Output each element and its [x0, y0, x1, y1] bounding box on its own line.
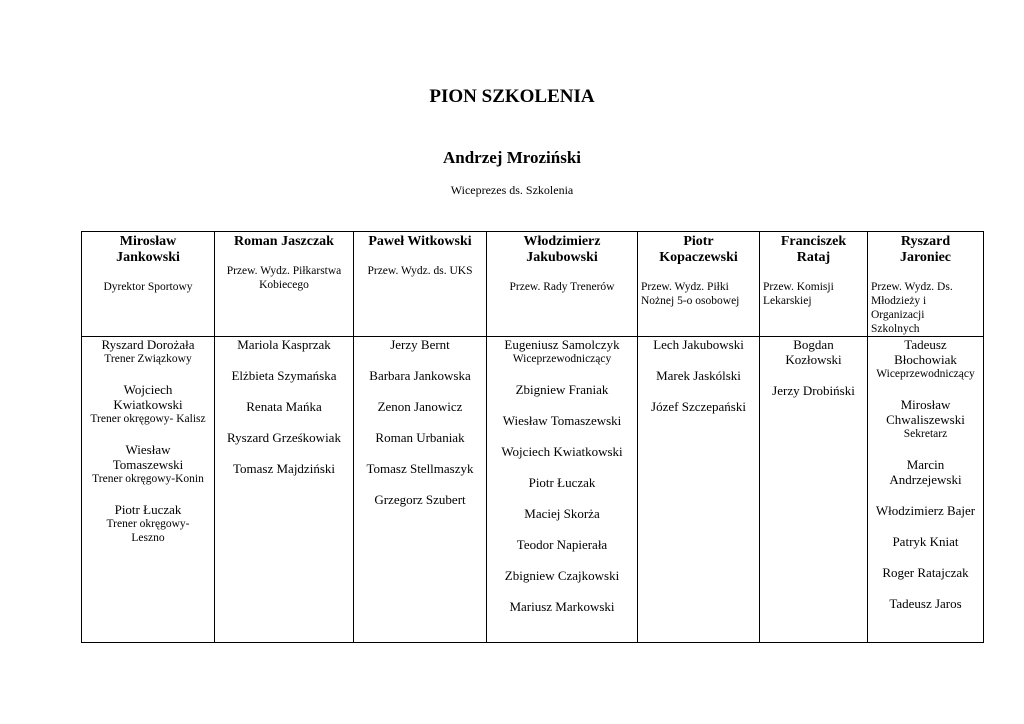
member-item: [487, 382, 637, 397]
members-cell: [638, 337, 760, 643]
member-item: [82, 337, 214, 366]
member-item: [638, 368, 759, 383]
member-name: Tomasz Stellmaszyk: [366, 461, 474, 476]
member-name: Roger Ratajczak: [882, 565, 969, 580]
members-cell: [868, 337, 984, 643]
member-item: [638, 337, 759, 352]
member-item: [760, 337, 867, 367]
member-name: Włodzimierz Bajer: [875, 503, 976, 518]
member-name: Jerzy Drobiński: [772, 383, 855, 398]
header-cell: [354, 232, 487, 337]
member-role: Trener okręgowy-Konin: [92, 473, 204, 485]
member-name: Tomasz Majdziński: [233, 461, 335, 476]
member-item: [638, 399, 759, 414]
head-name: Franciszek Rataj: [780, 234, 847, 265]
member-name: Wojciech Kwiatkowski: [501, 444, 623, 459]
members-cell: [354, 337, 487, 643]
leader-name: Andrzej Mroziński: [442, 148, 582, 167]
member-role: Trener okręgowy- Kalisz: [90, 413, 206, 425]
member-name: Elżbieta Szymańska: [231, 368, 337, 383]
members-cell: [82, 337, 215, 643]
member-name: Wiesław Tomaszewski: [502, 413, 622, 428]
head-role: Przew. Wydz. Piłki Nożnej 5-o osobowej: [641, 281, 740, 307]
member-name: Piotr Łuczak: [114, 502, 182, 517]
head-name: Roman Jaszczak: [234, 234, 334, 249]
header-cell: [487, 232, 638, 337]
members-row: [82, 337, 984, 643]
member-name: Patryk Kniat: [892, 534, 959, 549]
member-item: [868, 565, 983, 580]
header-row: [82, 232, 984, 337]
member-name: Marek Jaskólski: [656, 368, 741, 383]
member-item: [82, 442, 214, 486]
member-item: [487, 475, 637, 490]
member-item: [868, 534, 983, 549]
member-role: Trener okręgowy- Leszno: [106, 518, 190, 544]
member-item: [215, 337, 353, 352]
member-name: Wojciech Kwiatkowski: [113, 382, 183, 412]
member-item: [487, 413, 637, 428]
head-name: Włodzimierz Jakubowski: [523, 234, 601, 265]
member-item: [354, 337, 486, 352]
member-name: Marcin Andrzejewski: [889, 457, 962, 487]
member-name: Wiesław Tomaszewski: [112, 442, 184, 472]
member-name: Mirosław Chwaliszewski: [886, 397, 965, 427]
member-item: [487, 568, 637, 583]
header-cell: [868, 232, 984, 337]
member-name: Bogdan Kozłowski: [785, 337, 842, 367]
member-name: Józef Szczepański: [651, 399, 746, 414]
member-item: [354, 461, 486, 476]
member-name: Ryszard Grześkowiak: [227, 430, 341, 445]
member-name: Barbara Jankowska: [369, 368, 471, 383]
member-name: Renata Mańka: [246, 399, 322, 414]
head-name: Piotr Kopaczewski: [659, 234, 738, 265]
member-name: Jerzy Bernt: [390, 337, 450, 352]
member-item: [215, 461, 353, 476]
member-item: [868, 397, 983, 441]
member-name: Roman Urbaniak: [375, 430, 465, 445]
head-role: Przew. Wydz. ds. UKS: [367, 265, 473, 277]
member-item: [215, 399, 353, 414]
member-item: [354, 368, 486, 383]
page-title: PION SZKOLENIA: [429, 86, 595, 107]
member-item: [354, 399, 486, 414]
member-item: [487, 599, 637, 614]
member-name: Zbigniew Franiak: [515, 382, 609, 397]
member-name: Piotr Łuczak: [528, 475, 596, 490]
member-name: Grzegorz Szubert: [374, 492, 466, 507]
member-item: [487, 337, 637, 366]
header-cell: [638, 232, 760, 337]
member-item: [487, 506, 637, 521]
member-item: [487, 537, 637, 552]
member-item: [354, 430, 486, 445]
member-item: [354, 492, 486, 507]
member-role: Sekretarz: [903, 428, 948, 440]
member-item: [868, 337, 983, 381]
head-role: Przew. Wydz. Ds. Młodzieży i Organizacji Szkolnych: [871, 281, 953, 335]
member-name: Lech Jakubowski: [653, 337, 744, 352]
member-item: [215, 368, 353, 383]
members-cell: [487, 337, 638, 643]
header-cell: [82, 232, 215, 337]
member-name: Teodor Napierała: [516, 537, 608, 552]
member-name: Zbigniew Czajkowski: [504, 568, 620, 583]
member-name: Tadeusz Jaros: [889, 596, 962, 611]
head-role: Dyrektor Sportowy: [103, 281, 193, 293]
head-name: Ryszard Jaroniec: [899, 234, 952, 265]
member-name: Tadeusz Błochowiak: [894, 337, 957, 367]
member-name: Eugeniusz Samolczyk: [504, 337, 620, 352]
member-item: [760, 383, 867, 398]
member-role: Trener Związkowy: [104, 353, 192, 365]
members-cell: [760, 337, 868, 643]
member-item: [82, 382, 214, 426]
head-role: Przew. Komisji Lekarskiej: [763, 281, 834, 307]
member-name: Mariola Kasprzak: [237, 337, 331, 352]
member-item: [215, 430, 353, 445]
member-name: Maciej Skorża: [524, 506, 600, 521]
member-name: Ryszard Dorożała: [101, 337, 195, 352]
org-table: [81, 231, 984, 643]
member-role: Wiceprzewodniczący: [512, 353, 612, 365]
member-item: [868, 503, 983, 518]
header-cell: [215, 232, 354, 337]
member-item: [868, 596, 983, 611]
members-cell: [215, 337, 354, 643]
head-name: Paweł Witkowski: [368, 234, 472, 249]
member-item: [487, 444, 637, 459]
member-name: Mariusz Markowski: [509, 599, 615, 614]
member-name: Zenon Janowicz: [377, 399, 463, 414]
head-name: Mirosław Jankowski: [116, 234, 180, 265]
member-item: [82, 502, 214, 545]
header-cell: [760, 232, 868, 337]
head-role: Przew. Wydz. Piłkarstwa Kobiecego: [226, 265, 342, 291]
head-role: Przew. Rady Trenerów: [509, 281, 615, 293]
leader-role: Wiceprezes ds. Szkolenia: [450, 183, 574, 197]
member-role: Wiceprzewodniczący: [876, 368, 975, 380]
member-item: [868, 457, 983, 487]
